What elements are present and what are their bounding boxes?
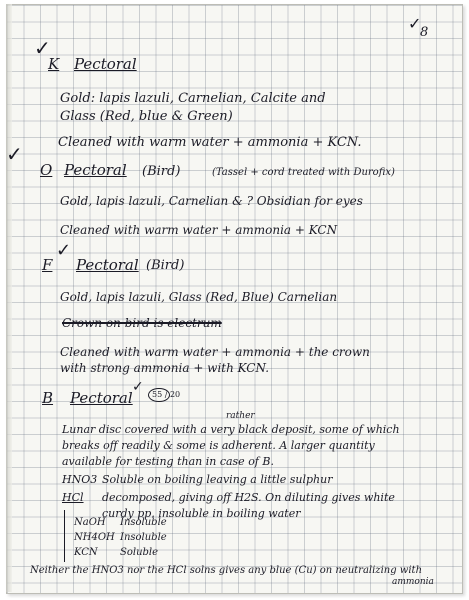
section-o-materials: Gold, lapis lazuli, Carnelian & ? Obsidian for eyes <box>60 194 363 208</box>
check-mark-icon: ✓ <box>56 240 72 261</box>
section-o-note: (Tassel + cord treated with Durofix) <box>212 167 395 178</box>
check-mark-icon: ✓ <box>6 142 23 166</box>
reagent-hcl-label: HCl <box>62 491 84 504</box>
section-f-title: Pectoral <box>76 256 139 274</box>
reagent-naoh-label: NaOH <box>74 517 106 528</box>
section-f-subtitle: (Bird) <box>146 258 185 273</box>
neutralization-note-end: ammonia <box>392 577 434 587</box>
section-k-cleaning: Cleaned with warm water + ammonia + KCN. <box>58 135 362 150</box>
page-number: 8 <box>420 25 429 40</box>
reagent-hno3-result: Soluble on boiling leaving a little sulphur <box>102 473 333 486</box>
section-b-description-end: available for testing than in case of B. <box>62 455 274 468</box>
reagent-kcn-result: Soluble <box>120 547 159 558</box>
check-mark-icon: ✓ <box>34 36 51 60</box>
section-o-subtitle: (Bird) <box>142 164 181 179</box>
reagent-hcl-result-cont: curdy pp. insoluble in boiling water <box>102 507 301 520</box>
section-b-description: Lunar disc covered with a very black deposit, some of which <box>62 423 400 436</box>
section-o-cleaning: Cleaned with warm water + ammonia + KCN <box>60 223 338 237</box>
section-b-title: Pectoral <box>70 389 133 407</box>
section-k-letter: K <box>48 55 60 73</box>
reagent-naoh-result: Insoluble <box>120 517 167 528</box>
reagent-nh4oh-label: NH4OH <box>74 532 115 543</box>
reagent-brace <box>64 510 71 562</box>
section-b-description-cont: breaks off readily & some is adherent. A larger quantity <box>62 439 375 452</box>
section-o-letter: O <box>40 161 53 179</box>
section-k-materials-cont: Glass (Red, blue & Green) <box>60 109 233 124</box>
reagent-kcn-label: KCN <box>74 547 98 558</box>
check-mark-icon: ✓ <box>132 379 144 395</box>
section-f-materials: Gold, lapis lazuli, Glass (Red, Blue) Carnelian <box>60 290 338 304</box>
section-o-title: Pectoral <box>64 161 127 179</box>
section-f-cleaning: Cleaned with warm water + ammonia + the crown <box>60 345 370 359</box>
section-k-title: Pectoral <box>74 55 137 73</box>
neutralization-note: Neither the HNO3 nor the HCl solns gives any blue (Cu) on neutralizing with <box>30 565 423 576</box>
section-b-letter: B <box>42 389 54 407</box>
section-f-letter: F <box>42 256 53 274</box>
section-f-cleaning-cont: with strong ammonia + with KCN. <box>60 361 270 375</box>
inserted-word: rather <box>226 411 255 421</box>
reagent-hcl-result: decomposed, giving off H2S. On diluting gives white <box>102 491 395 504</box>
section-f-struck-note: Crown on bird is electrum <box>62 316 222 330</box>
reagent-hno3-label: HNO3 <box>62 473 98 486</box>
page-binding-shadow <box>6 4 12 592</box>
check-mark-icon: ✓ <box>408 14 422 33</box>
reagent-nh4oh-result: Insoluble <box>120 532 167 543</box>
section-k-materials: Gold: lapis lazuli, Carnelian, Calcite and <box>60 91 326 106</box>
circled-reference-number: 55 / 20 <box>148 388 170 402</box>
